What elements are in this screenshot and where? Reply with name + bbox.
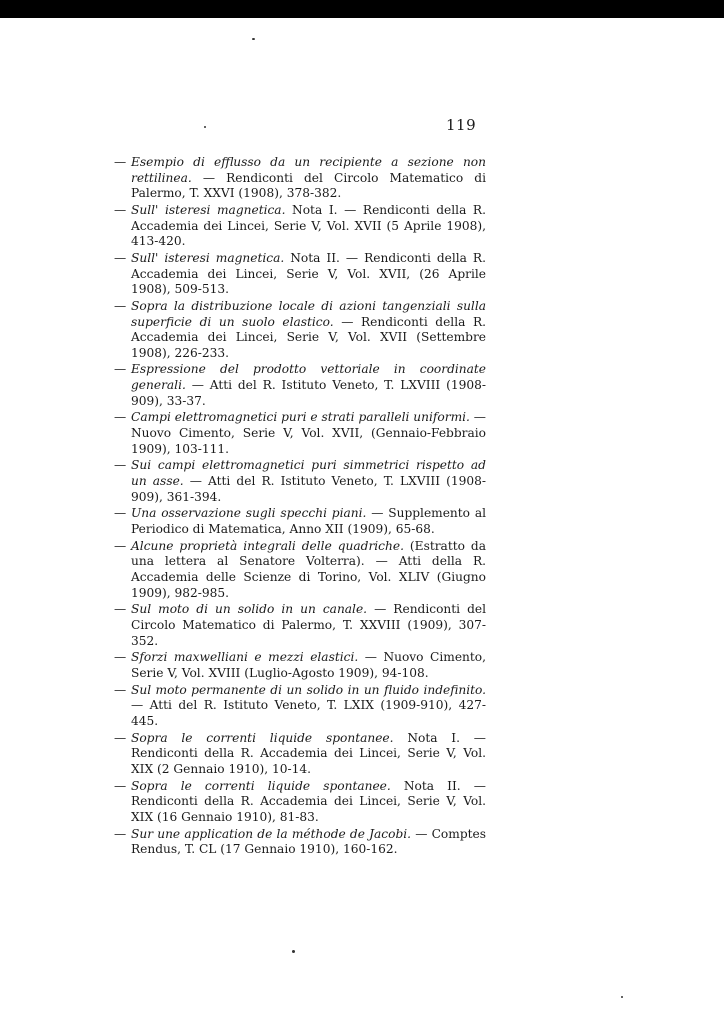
- bibliography-entry: [114, 650, 486, 681]
- bibliography-entry: [114, 506, 486, 537]
- entry-dash: —: [114, 650, 127, 665]
- entry-dash: —: [114, 298, 127, 313]
- bibliography-entry: [114, 827, 486, 858]
- entry-dash: —: [114, 730, 127, 745]
- entry-title: Sull' isteresi magnetica.: [131, 202, 286, 217]
- entry-dash: —: [114, 506, 127, 521]
- entry-citation: Nota II. — Rendiconti della R. Accademia dei Lincei, Serie V, Vol. XIX (16 Gennaio 1910), 81-83.: [131, 778, 486, 824]
- bibliography-entry: [114, 731, 486, 778]
- entry-title: Campi elettromagnetici puri e strati paralleli uniformi.: [131, 410, 470, 425]
- bibliography-list: [114, 155, 486, 859]
- scan-top-border: [0, 0, 724, 18]
- bibliography-entry: [114, 299, 486, 361]
- scan-speck: [252, 38, 255, 40]
- entry-citation: — Nuovo Cimento, Serie V, Vol. XVIII (Luglio-Agosto 1909), 94-108.: [131, 650, 486, 680]
- entry-title: Sur une application de la méthode de Jacobi.: [131, 826, 412, 841]
- bibliography-entry: [114, 779, 486, 826]
- entry-title: Sui campi elettromagnetici puri simmetrici rispetto ad un asse.: [131, 458, 486, 488]
- entry-title: Sul moto permanente di un solido in un fluido indefinito.: [131, 682, 486, 697]
- entry-title: Una osservazione sugli specchi piani.: [131, 506, 367, 521]
- bibliography-entry: [114, 602, 486, 649]
- bibliography-entry: [114, 362, 486, 409]
- entry-dash: —: [114, 826, 127, 841]
- entry-citation: — Nuovo Cimento, Serie V, Vol. XVII, (Gennaio-Febbraio 1909), 103-111.: [131, 410, 486, 456]
- entry-title: Alcune proprietà integrali delle quadriche.: [131, 538, 404, 553]
- scan-speck: [292, 950, 295, 953]
- entry-citation: (Estratto da una lettera al Senatore Volterra). — Atti della R. Accademia delle Scienze di Torino, Vol. XLIV (Giugno 1909), 982-985.: [131, 538, 486, 600]
- entry-citation: Nota I. — Rendiconti della R. Accademia dei Lincei, Serie V, Vol. XIX (2 Gennaio 1910), 10-14.: [131, 730, 486, 776]
- entry-citation: Nota I. — Rendiconti della R. Accademia dei Lincei, Serie V, Vol. XVII (5 Aprile 1908), 413-420.: [131, 202, 486, 249]
- entry-citation: — Rendiconti della R. Accademia dei Lincei, Serie V, Vol. XVII (Settembre 1908), 226-233.: [131, 314, 486, 360]
- entry-dash: —: [114, 202, 127, 217]
- entry-citation: — Atti del R. Istituto Veneto, T. LXVIII (1908-909), 33-37.: [131, 378, 486, 408]
- entry-citation: — Rendiconti del Circolo Matematico di Palermo, T. XXVI (1908), 378-382.: [131, 170, 486, 201]
- entry-dash: —: [114, 410, 127, 425]
- bibliography-entry: [114, 683, 486, 730]
- entry-title: Sforzi maxwelliani e mezzi elastici.: [131, 650, 359, 665]
- page-number: 119: [446, 116, 477, 134]
- entry-dash: —: [114, 362, 127, 377]
- bibliography-entry: [114, 155, 486, 202]
- entry-dash: —: [114, 682, 127, 697]
- entry-title: Esempio di efflusso da un recipiente a sezione non rettilinea.: [131, 155, 486, 185]
- entry-citation: — Atti del R. Istituto Veneto, T. LXVIII (1908-909), 361-394.: [131, 474, 487, 504]
- scan-speck: [204, 126, 206, 128]
- entry-title: Sopra la distribuzione locale di azioni tangenziali sulla superficie di un suolo elastico.: [131, 298, 486, 329]
- bibliography-entry: [114, 251, 486, 298]
- entry-title: Sull' isteresi magnetica.: [131, 250, 285, 265]
- entry-dash: —: [114, 458, 127, 473]
- entry-dash: —: [114, 538, 127, 553]
- entry-citation: — Atti del R. Istituto Veneto, T. LXIX (1909-910), 427-445.: [131, 698, 486, 728]
- entry-title: Sul moto di un solido in un canale.: [131, 602, 368, 617]
- entry-citation: — Comptes Rendus, T. CL (17 Gennaio 1910), 160-162.: [131, 826, 486, 857]
- entry-citation: Nota II. — Rendiconti della R. Accademia dei Lincei, Serie V, Vol. XVII, (26 Aprile 1908), 509-513.: [131, 250, 486, 297]
- bibliography-entry: [114, 203, 486, 250]
- entry-dash: —: [114, 778, 127, 793]
- scan-speck: [621, 996, 623, 998]
- bibliography-entry: [114, 410, 486, 457]
- bibliography-entry: [114, 539, 486, 601]
- entry-title: Espressione del prodotto vettoriale in coordinate generali.: [131, 362, 486, 393]
- entry-citation: — Rendiconti del Circolo Matematico di Palermo, T. XXVIII (1909), 307-352.: [131, 602, 487, 648]
- entry-citation: — Supplemento al Periodico di Matematica, Anno XII (1909), 65-68.: [131, 506, 486, 536]
- entry-dash: —: [114, 155, 127, 169]
- entry-dash: —: [114, 602, 127, 617]
- entry-dash: —: [114, 250, 127, 265]
- bibliography-entry: [114, 458, 486, 505]
- entry-title: Sopra le correnti liquide spontanee.: [131, 730, 394, 745]
- entry-title: Sopra le correnti liquide spontanee.: [131, 778, 391, 793]
